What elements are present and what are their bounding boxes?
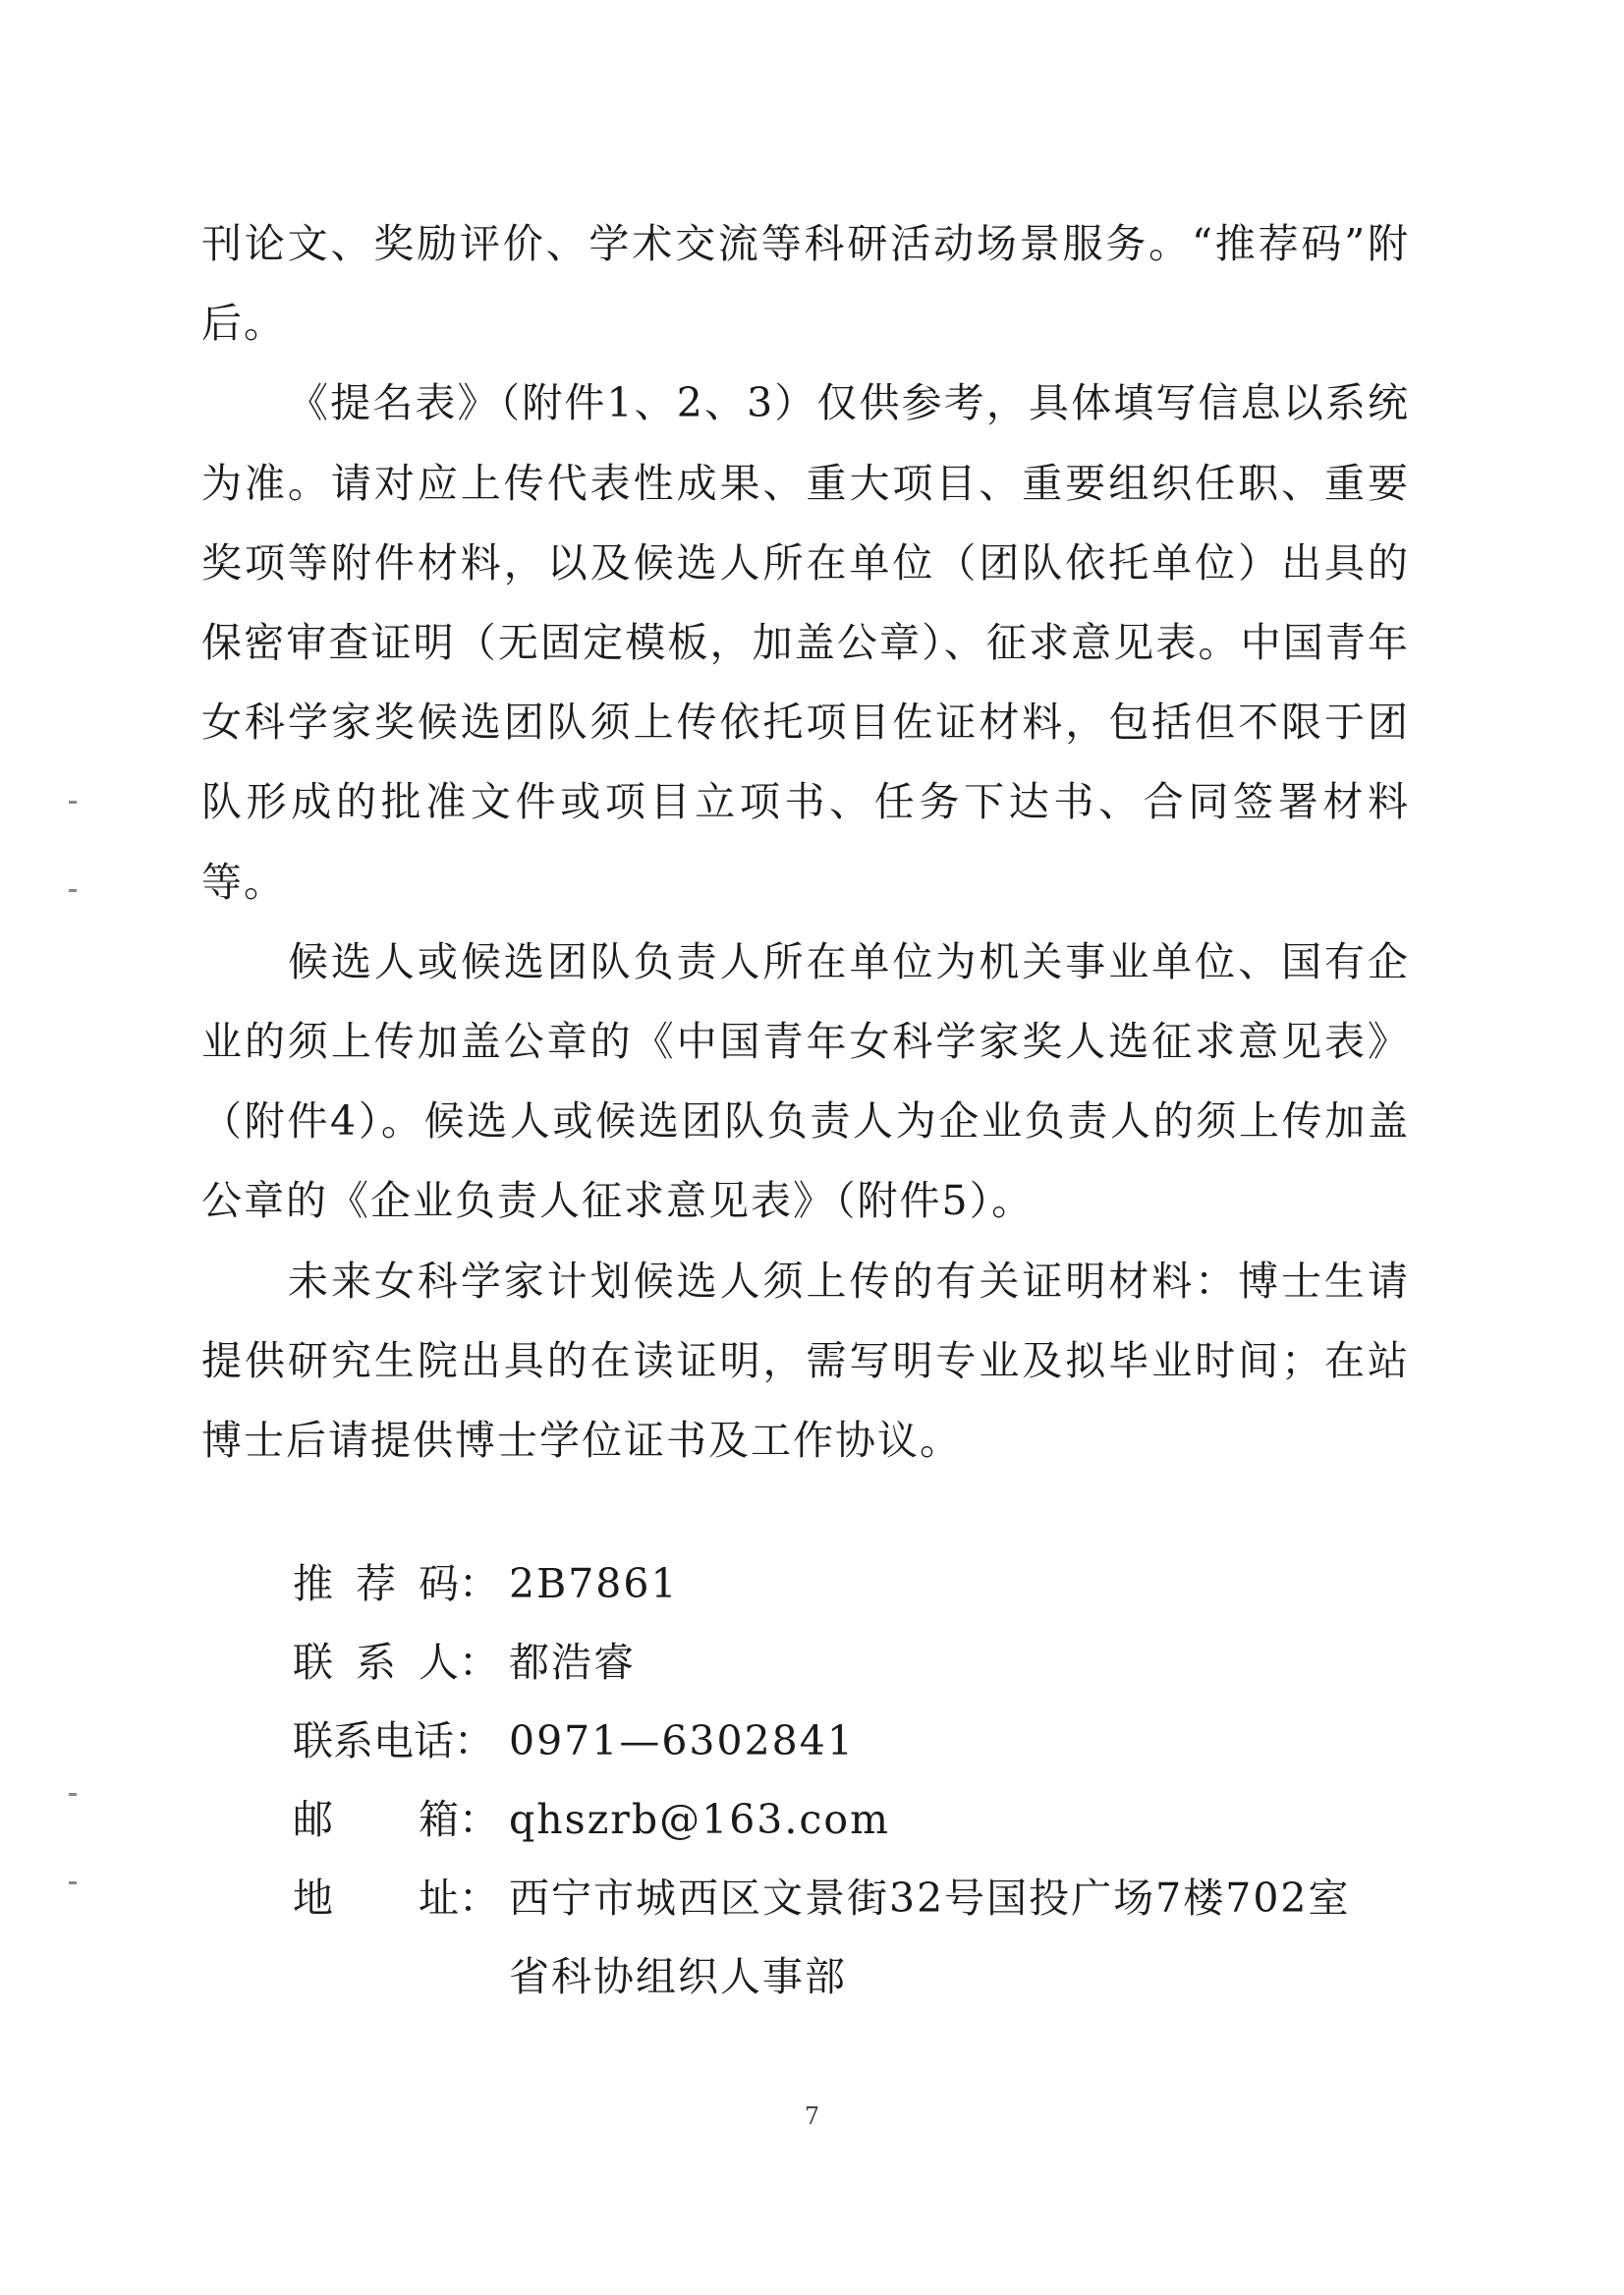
contact-address-row	[293, 1859, 1413, 2016]
contact-email-value: qhszrb@163.com	[509, 1796, 890, 1843]
contact-phone-label: 联系电话：	[293, 1717, 494, 1764]
scan-mark	[69, 801, 77, 804]
address-line-1: 西宁市城西区文景街32号国投广场7楼702室	[509, 1875, 1351, 1922]
contact-email-label: 邮 箱：	[293, 1796, 499, 1843]
paragraph-4: 未来女科学家计划候选人须上传的有关证明材料：博士生请提供研究生院出具的在读证明，需写明专业及拟毕业时间；在站博士后请提供博士学位证书及工作协议。	[201, 1257, 1410, 1465]
scan-mark	[69, 1793, 77, 1796]
body-text	[201, 204, 1410, 1481]
page-number: 7	[804, 2102, 820, 2130]
contact-person-row	[293, 1623, 1413, 1702]
scan-mark	[69, 1881, 77, 1884]
paragraph-3: 候选人或候选团队负责人所在单位为机关事业单位、国有企业的须上传加盖公章的《中国青年女科学家奖人选征求意见表》（附件4）。候选人或候选团队负责人为企业负责人的须上传加盖公章的《企业负责人征求意见表》（附件5）。	[201, 937, 1410, 1225]
scan-mark	[69, 889, 77, 892]
recommend-code-row	[293, 1544, 1413, 1623]
address-line-2: 省科协组织人事部	[509, 1953, 847, 2000]
contact-person-label: 联 系 人：	[293, 1639, 499, 1686]
contact-phone-row	[293, 1702, 1413, 1780]
contact-person-value: 都浩睿	[509, 1639, 636, 1686]
contact-block	[293, 1544, 1413, 2016]
contact-address-label: 地 址：	[293, 1875, 499, 1922]
paragraph-2: 《提名表》（附件1、2、3）仅供参考，具体填写信息以系统为准。请对应上传代表性成果、重大项目、重要组织任职、重要奖项等附件材料，以及候选人所在单位（团队依托单位）出具的保密审查证明（无固定模板，加盖公章）、征求意见表。中国青年女科学家奖候选团队须上传依托项目佐证材料，包括但不限于团队形成的批准文件或项目立项书、任务下达书、合同签署材料等。	[201, 379, 1410, 906]
contact-address-value	[509, 1859, 1413, 2016]
paragraph-1: 刊论文、奖励评价、学术交流等科研活动场景服务。“推荐码”附后。	[201, 220, 1410, 348]
contact-phone-value: 0971—6302841	[509, 1717, 855, 1764]
contact-email-row	[293, 1780, 1413, 1859]
recommend-code-label: 推 荐 码：	[293, 1560, 499, 1607]
recommend-code-value: 2B7861	[509, 1560, 679, 1607]
